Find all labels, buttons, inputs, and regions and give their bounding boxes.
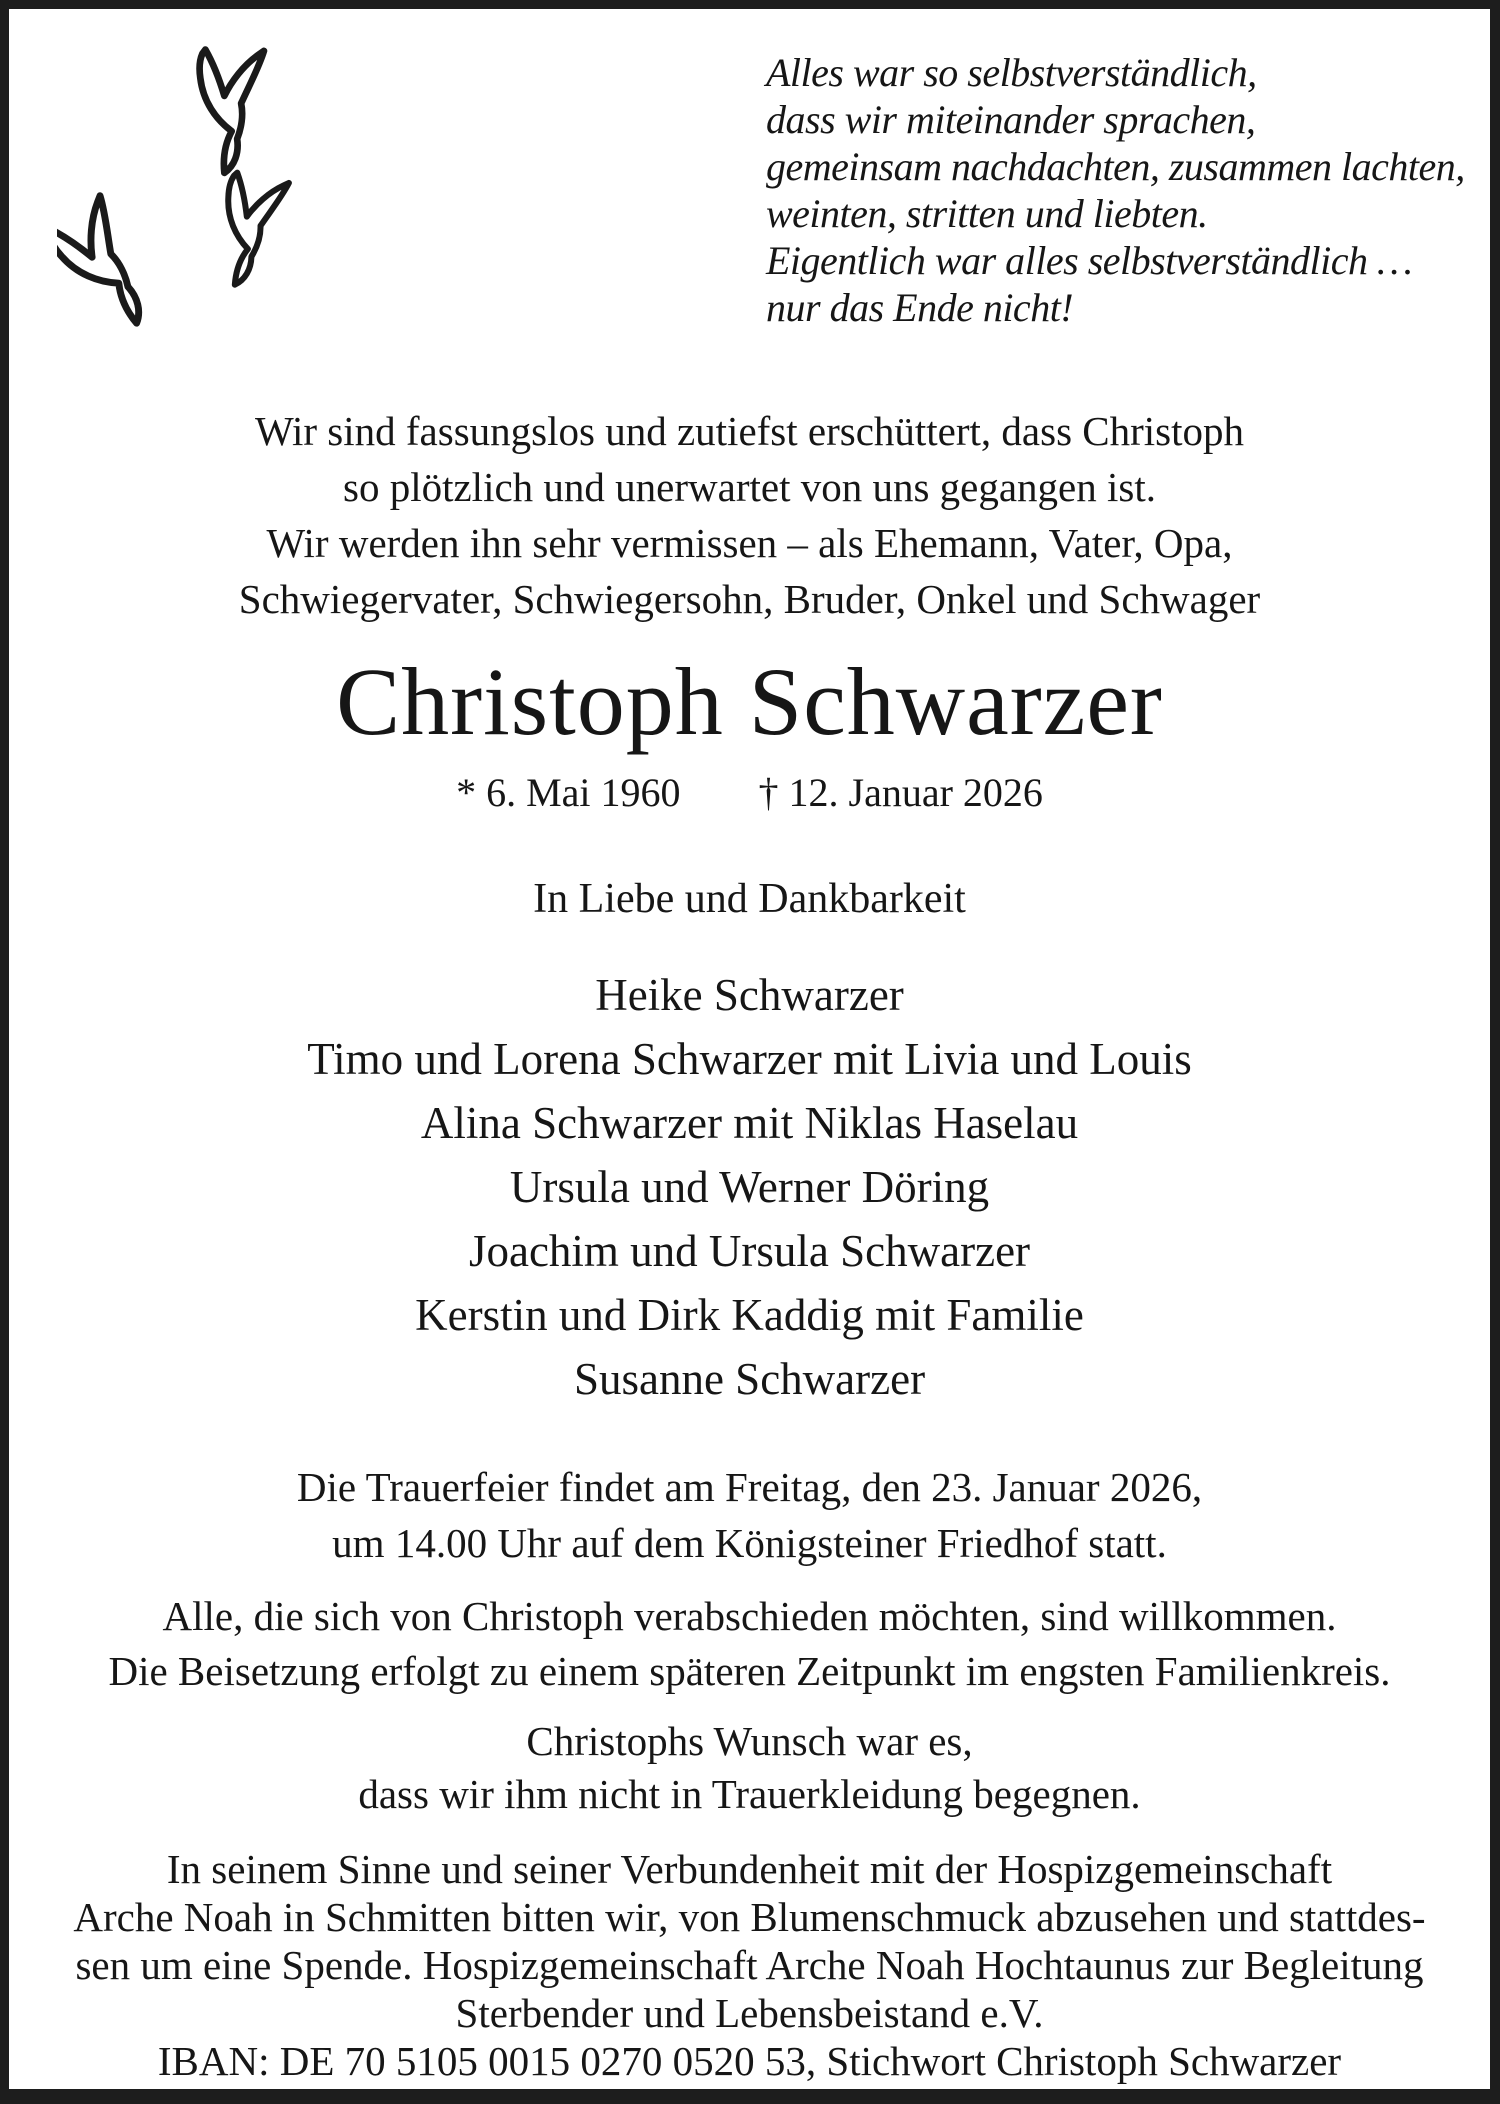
text-line: Alle, die sich von Christoph verabschieden möchten, sind willkommen. (162, 1593, 1337, 1639)
epigraph-quote (766, 49, 1465, 331)
farewell-info (9, 1589, 1490, 1699)
mourners-list (9, 963, 1490, 1411)
text-line: dass wir miteinander sprachen, (766, 97, 1256, 142)
intro-paragraph (9, 403, 1490, 627)
text-line: Susanne Schwarzer (573, 1354, 926, 1404)
text-line: In seinem Sinne und seiner Verbundenheit mit der Hospizgemeinschaft (166, 1846, 1333, 1892)
text-line: Schwiegervater, Schwiegersohn, Bruder, Onkel und Schwager (238, 576, 1261, 622)
text-line: IBAN: DE 70 5105 0015 0270 0520 53, Stichwort Christoph Schwarzer (157, 2038, 1342, 2084)
flying-birds-icon (57, 37, 397, 367)
text-line: sen um eine Spende. Hospizgemeinschaft Arche Noah Hochtaunus zur Begleitung (75, 1942, 1424, 1988)
birth-date: * 6. Mai 1960 (456, 770, 681, 815)
text-line: Eigentlich war alles selbstverständlich … (766, 238, 1413, 283)
text-line: Christophs Wunsch war es, (526, 1718, 973, 1764)
text-line: dass wir ihm nicht in Trauerkleidung begegnen. (358, 1771, 1141, 1817)
text-line: Alles war so selbstverständlich, (766, 50, 1257, 95)
text-line: so plötzlich und unerwartet von uns gegangen ist. (343, 464, 1156, 510)
text-line: Sterbender und Lebensbeistand e.V. (455, 1990, 1044, 2036)
funeral-info (9, 1459, 1490, 1571)
text-line: Heike Schwarzer (595, 970, 904, 1020)
text-line: nur das Ende nicht! (766, 285, 1074, 330)
text-line: Ursula und Werner Döring (509, 1162, 990, 1212)
life-dates (9, 769, 1490, 816)
dedication-line: In Liebe und Dankbarkeit (533, 876, 966, 922)
text-line: Alina Schwarzer mit Niklas Haselau (420, 1098, 1079, 1148)
death-date: † 12. Januar 2026 (758, 770, 1043, 815)
donation-info (9, 1845, 1490, 2085)
deceased-name: Christoph Schwarzer (336, 648, 1163, 755)
text-line: Die Trauerfeier findet am Freitag, den 23. Januar 2026, (296, 1464, 1203, 1510)
text-line: Kerstin und Dirk Kaddig mit Familie (415, 1290, 1084, 1340)
text-line: um 14.00 Uhr auf dem Königsteiner Friedhof statt. (332, 1520, 1167, 1566)
text-line: Wir sind fassungslos und zutiefst erschüttert, dass Christoph (254, 408, 1245, 454)
text-line: weinten, stritten und liebten. (766, 191, 1208, 236)
text-line: Arche Noah in Schmitten bitten wir, von Blumenschmuck abzusehen und stattdes- (73, 1894, 1426, 1940)
text-line: gemeinsam nachdachten, zusammen lachten, (766, 144, 1465, 189)
wish-text (9, 1715, 1490, 1821)
text-line: Wir werden ihn sehr vermissen – als Ehemann, Vater, Opa, (266, 520, 1233, 566)
text-line: Timo und Lorena Schwarzer mit Livia und Louis (307, 1034, 1192, 1084)
text-line: Die Beisetzung erfolgt zu einem späteren Zeitpunkt im engsten Familienkreis. (108, 1648, 1391, 1694)
text-line: Joachim und Ursula Schwarzer (468, 1226, 1031, 1276)
